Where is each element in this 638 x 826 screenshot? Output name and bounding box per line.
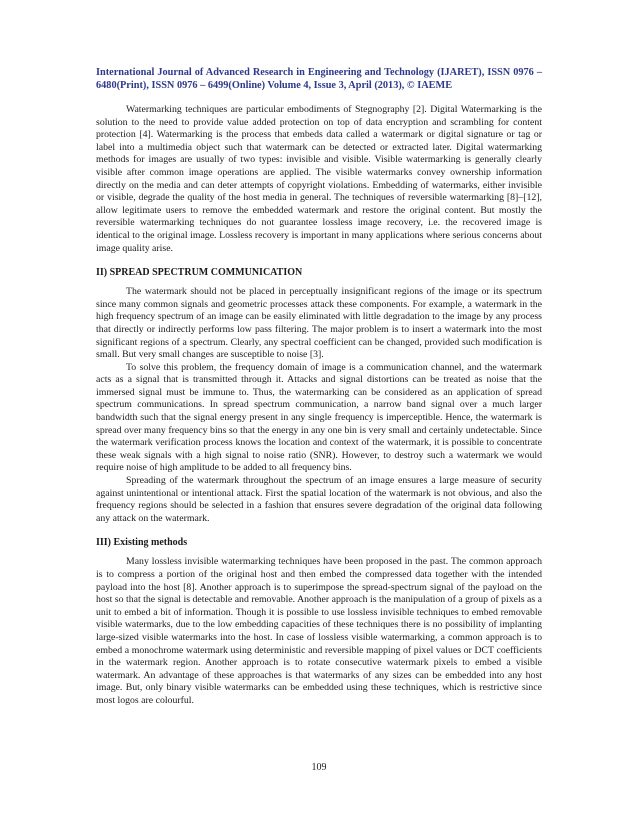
spread-spectrum-paragraph-1: The watermark should not be placed in perceptually insignificant regions of the image or its spectrum since many common signals and geometric processes attack these components. For example, a watermark in the high frequency spectrum of an image can be easily eliminated with little degradation to the image by any process that directly or indirectly performs low pass filtering. The major problem is to insert a watermark into the most significant regions of a spectrum. Clearly, any spectral coefficient can be changed, provided such modification is small. But very small changes are susceptible to noise [3].: [96, 286, 542, 361]
existing-methods-paragraph: Many lossless invisible watermarking techniques have been proposed in the past. The common approach is to compress a portion of the original host and then embed the compressed data together with the intended payload into the host [8]. Another approach is to superimpose the spread-spectrum signal of the payload on the host so that the signal is detectable and removable. Another approach is the manipulation of a group of pixels as a unit to embed a bit of information. Though it is possible to use lossless invisible techniques to embed removable visible watermarks, due to the low embedding capacities of these techniques there is no possibility of implanting large-sized visible watermarks into the host. In case of lossless visible watermarking, a common approach is to embed a monochrome watermark using deterministic and reversible mapping of pixel values or DCT coefficients in the watermark region. Another approach is to rotate consecutive watermark pixels to embed a visible watermark. An advantage of these approaches is that watermarks of any sizes can be embedded into any host image. But, only binary visible watermarks can be embedded using these techniques, which is restrictive since most logos are colourful.: [96, 556, 542, 706]
intro-paragraph: Watermarking techniques are particular embodiments of Stegnography [2]. Digital Watermarking is the solution to the need to provide value added protection on top of data encryption and scrambling for content protection [4]. Watermarking is the process that embeds data called a watermark or digital signature or tag or label into a multimedia object such that watermark can be detected or extracted later. Digital watermarking methods for images are usually of two types: invisible and visible. Visible watermarking is generally clearly visible after common image operations are applied. The visible watermarks convey ownership information directly on the media and can deter attempts of copyright violations. Embedding of watermarks, either invisible or visible, degrade the quality of the host media in general. The techniques of reversible watermarking [8]–[12], allow legitimate users to remove the embedded watermark and restore the original content. But mostly the reversible watermarking techniques do not guarantee lossless image recovery, i.e. the recovered image is identical to the original image. Lossless recovery is important in many applications where serious concerns about image quality arise.: [96, 104, 542, 254]
paper-page: [96, 66, 542, 708]
page-number: 109: [311, 762, 327, 773]
journal-header: International Journal of Advanced Research in Engineering and Technology (IJARET), ISSN 0976 – 6480(Print), ISSN 0976 – 6499(Online) Volume 4, Issue 3, April (2013), © IAEME: [96, 67, 542, 91]
spread-spectrum-paragraph-2: To solve this problem, the frequency domain of image is a communication channel, and the watermark acts as a signal that is transmitted through it. Attacks and signal distortions can be treated as noise that the immersed signal must be immune to. Thus, the watermarking can be considered as an application of spread spectrum communications. In spread spectrum communication, a narrow band signal over a much larger bandwidth such that the signal energy present in any single frequency is imperceptible. Hence, the watermark is spread over many frequency bins so that the energy in any one bin is very small and certainly undetectable. Since the watermark verification process knows the location and context of the watermark, it is possible to concentrate these weak signals with a high signal to noise ratio (SNR). However, to destroy such a watermark we would require noise of high amplitude to be added to all frequency bins.: [96, 361, 542, 474]
section-heading-existing-methods: III) Existing methods: [96, 537, 188, 549]
spread-spectrum-paragraph-3: Spreading of the watermark throughout the spectrum of an image ensures a large measure of security against unintentional or intentional attack. First the spatial location of the watermark is not obvious, and also the frequency regions should be selected in a fashion that ensures severe degradation of the original data following any attack on the watermark.: [96, 475, 542, 524]
section-heading-spread-spectrum: II) SPREAD SPECTRUM COMMUNICATION: [96, 267, 303, 279]
